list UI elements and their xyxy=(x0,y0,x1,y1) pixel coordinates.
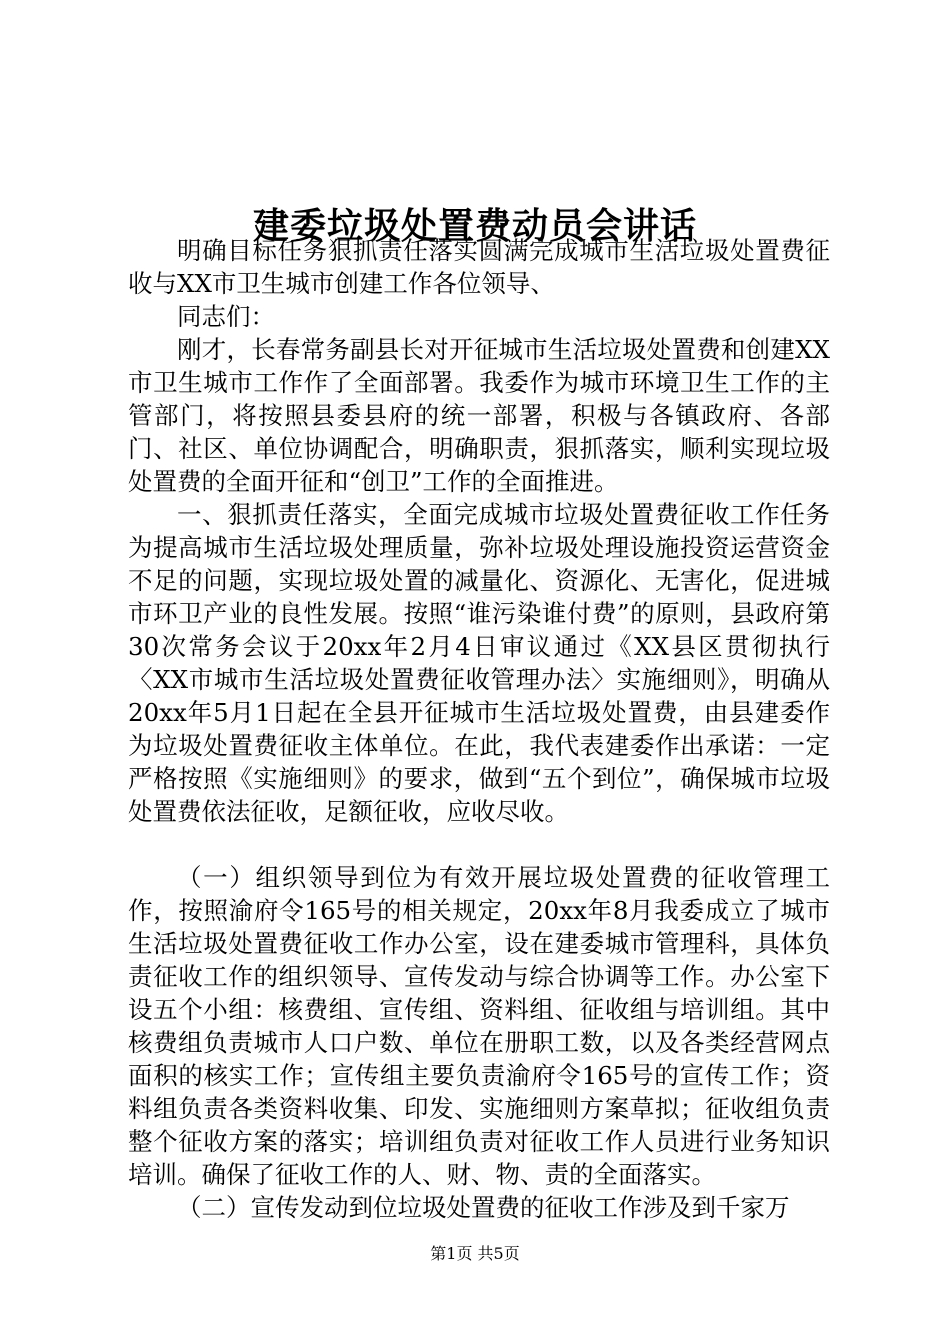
document-body xyxy=(128,234,830,1224)
paragraph-opening: 刚才，长春常务副县长对开征城市生活垃圾处置费和创建XX市卫生城市工作作了全面部署。我委作为城市环境卫生工作的主管部门，将按照县委县府的统一部署，积极与各镇政府、各部门、社区、单位协调配合，明确职责，狠抓落实，顺利实现垃圾处置费的全面开征和“创卫”工作的全面推进。 xyxy=(128,335,830,496)
page-number-footer: 第1页 共5页 xyxy=(430,1244,520,1263)
paragraph-subsection-one: （一）组织领导到位为有效开展垃圾处置费的征收管理工作，按照渝府令165号的相关规定，20xx年8月我委成立了城市生活垃圾处置费征收工作办公室，设在建委城市管理科，具体负责征收工作的组织领导、宣传发动与综合协调等工作。办公室下设五个小组：核费组、宣传组、资料组、征收组与培训组。其中核费组负责城市人口户数、单位在册职工数，以及各类经营网点面积的核实工作；宣传组主要负责渝府令165号的宣传工作；资料组负责各类资料收集、印发、实施细则方案草拟；征收组负责整个征收方案的落实；培训组负责对征收工作人员进行业务知识培训。确保了征收工作的人、财、物、责的全面落实。 xyxy=(128,863,830,1189)
paragraph-intro: 明确目标任务狠抓责任落实圆满完成城市生活垃圾处置费征收与XX市卫生城市创建工作各位领导、 xyxy=(128,236,830,298)
document-title: 建委垃圾处置费动员会讲话 xyxy=(252,205,697,248)
paragraph-subsection-two: （二）宣传发动到位垃圾处置费的征收工作涉及到千家万 xyxy=(177,1193,790,1222)
paragraph-greeting: 同志们： xyxy=(177,302,275,331)
paragraph-section-one: 一、狠抓责任落实，全面完成城市垃圾处置费征收工作任务为提高城市生活垃圾处理质量，弥补垃圾处理设施投资运营资金不足的问题，实现垃圾处置的减量化、资源化、无害化，促进城市环卫产业的良性发展。按照“谁污染谁付费”的原则，县政府第30次常务会议于20xx年2月4日审议通过《XX县区贯彻执行〈XX市城市生活垃圾处置费征收管理办法〉实施细则》，明确从20xx年5月1日起在全县开征城市生活垃圾处置费，由县建委作为垃圾处置费征收主体单位。在此，我代表建委作出承诺：一定严格按照《实施细则》的要求，做到“五个到位”，确保城市垃圾处置费依法征收，足额征收，应收尽收。 xyxy=(128,500,830,826)
